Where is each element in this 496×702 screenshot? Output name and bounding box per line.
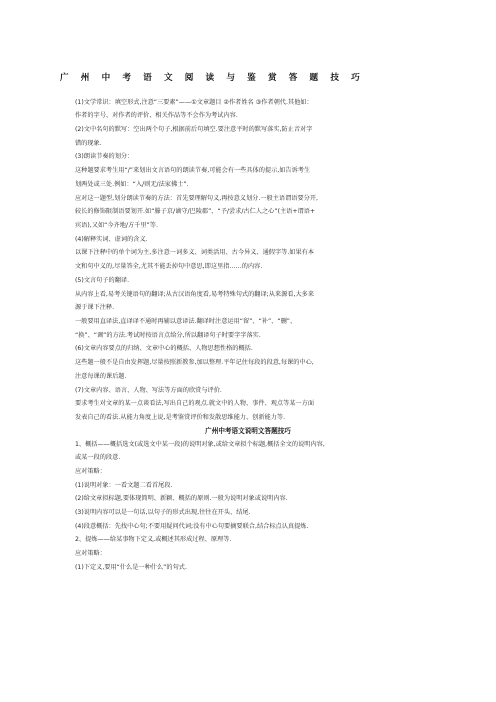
body-line: (1)文学常识：填空形式,注意“三要素”——①文章题目 ②作者姓名 ③作者朝代.其他如： <box>75 99 313 106</box>
body-line: 划两处或三处.例如：“入/则无/法家拂士”. <box>75 181 189 188</box>
body-line: 作者的字号、对作者的评价、相关作品等不会作为考试内容. <box>75 112 238 119</box>
body-line: 源于课下注释. <box>75 304 115 311</box>
body-line: 文和句中义的,尽量答全,尤其不能丢掉句中意思,即这里指……的内容. <box>75 263 263 270</box>
body-line: (5)文言句子的翻译. <box>75 277 130 284</box>
body-line: 2、提炼——给某事物下定义,或概述其形成过程、原理等. <box>75 536 232 543</box>
body-line: (1)说明对象：一看文题二看首尾段. <box>75 482 173 489</box>
body-line: (2)文中名句的默写：空出两个句子,根据前后句填空.要注意平时的默写落实,防止音对字 <box>75 126 313 133</box>
body-line: (7)文章内容、语言、人物、写法等方面的欣赏与评价. <box>75 387 222 394</box>
body-line: 应对策略： <box>75 550 106 557</box>
body-line: (4)段意概括：先找中心句;不要用疑问代词;没有中心句要摘要联合,结合标点认真提炼. <box>75 523 309 530</box>
body-line: 应对这一题型,划分朗读节奏的方法：首先要理解句义,再按意义划分.一般主语谓语要分开, <box>75 195 318 202</box>
body-line: 或某一段的段意. <box>75 454 121 461</box>
body-line: 以课下注释中的单个词为主,多注意一词多义、词类活用、古今异义、通假字等.如果有本 <box>75 249 315 256</box>
body-line: 一般要用直译法,直译译不通时再辅以意译法.翻译时注意运用“留”、“补”、“删”、 <box>75 318 297 325</box>
body-line: 这种题要求考生用“/”来划出文言语句的朗读节奏,可能会有一些具体的提示,如告诉考生 <box>75 167 311 174</box>
body-line: 宾语),又如“今齐地/方千里”等. <box>75 222 158 229</box>
body-line: (2)给文章拟标题,要体现简明、新颖、概括的原则.一般为说明对象或说明内容. <box>75 495 288 502</box>
body-line: 发表自己的看法.从能力角度上说,是考鉴赏评价和发散思维能力、创新能力等. <box>75 414 286 421</box>
body-line: 较长的修饰限制语要划开.如“滕子京/谪守/巴陵郡”、“予/尝求/古仁人之心”(主语+谓语+ <box>75 208 316 215</box>
body-line: 这些题一般不是自由发挥题,尽量按照新教参,加以整理.平年记住每段的段意,每课的中心, <box>75 359 314 366</box>
body-line: 错的现象. <box>75 140 102 147</box>
section-heading: 广州中考语文说明文答题技巧 <box>205 427 291 435</box>
body-line: 注意每课的课后题. <box>75 373 127 380</box>
body-line: 从内容上看,易考关键语句的翻译;从古汉语角度看,易考特殊句式的翻译;从来源看,大多来 <box>75 291 315 298</box>
document-title: 广州中考语文阅读与鉴赏答题技巧 <box>60 73 372 83</box>
body-line: 1、概括——概括选文(或选文中某一段)的说明对象,或给文章拟个标题,概括全文的说明内容, <box>75 441 325 448</box>
body-line: (4)解释实词、虚词的含义. <box>75 236 148 243</box>
body-line: “换”、“调”的方法.考试时按语言点给分,所以翻译句子时要字字落实. <box>75 332 261 339</box>
body-line: (3)说明内容可以是一句话,以句子的形式出现,往往在开头、结尾. <box>75 509 251 516</box>
body-line: (6)文章内容要点的归纳、文章中心的概括、人物思想性格的概括. <box>75 345 253 352</box>
body-line: 应对策略： <box>75 468 106 475</box>
body-line: (1)下定义,要用“什么是一种什么”的句式. <box>75 564 187 571</box>
body-line: 要求考生对文章的某一点谈看法,写出自己的观点.就文中的人物、事件、观点等某一方面 <box>75 400 315 407</box>
body-line: (3)朗读节奏的划分： <box>75 153 134 160</box>
